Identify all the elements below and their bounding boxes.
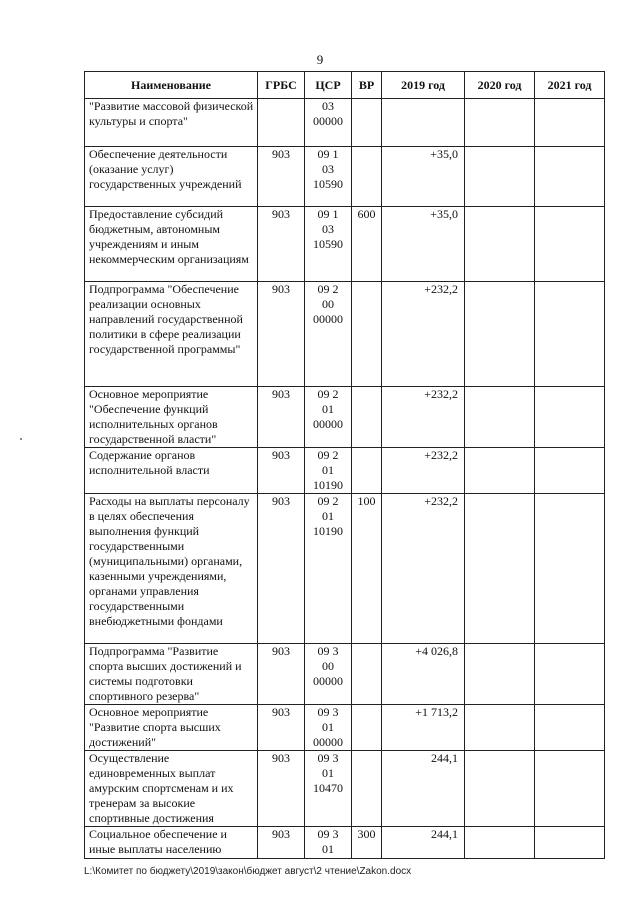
header-2019: 2019 год bbox=[382, 72, 465, 99]
row-vr bbox=[352, 448, 382, 494]
row-grbs: 903 bbox=[258, 387, 305, 448]
row-2020 bbox=[465, 644, 535, 705]
row-2021 bbox=[535, 751, 605, 827]
row-csr: 09 3 01 10470 bbox=[305, 751, 352, 827]
row-grbs: 903 bbox=[258, 751, 305, 827]
table-row bbox=[85, 99, 605, 147]
row-2021 bbox=[535, 147, 605, 207]
row-2020 bbox=[465, 147, 535, 207]
row-name: Социальное обеспечение и иные выплаты населению bbox=[85, 827, 258, 859]
row-2020 bbox=[465, 448, 535, 494]
row-2021 bbox=[535, 387, 605, 448]
table-row bbox=[85, 494, 605, 644]
row-grbs: 903 bbox=[258, 147, 305, 207]
row-csr: 09 3 00 00000 bbox=[305, 644, 352, 705]
table-header-row bbox=[85, 72, 605, 99]
scan-speck bbox=[20, 438, 22, 440]
row-vr bbox=[352, 644, 382, 705]
header-grbs: ГРБС bbox=[258, 72, 305, 99]
row-grbs bbox=[258, 99, 305, 147]
row-csr: 09 1 03 10590 bbox=[305, 147, 352, 207]
row-2021 bbox=[535, 448, 605, 494]
table-row bbox=[85, 705, 605, 751]
table-row bbox=[85, 448, 605, 494]
row-2019: +1 713,2 bbox=[382, 705, 465, 751]
row-name: Содержание органов исполнительной власти bbox=[85, 448, 258, 494]
row-2019: +232,2 bbox=[382, 387, 465, 448]
row-2020 bbox=[465, 494, 535, 644]
row-name: Расходы на выплаты персоналу в целях обеспечения выполнения функций государственными (муниципальными) органами, казенными учреждениями, органами управления государственными внебюджетными фондами bbox=[85, 494, 258, 644]
row-vr bbox=[352, 751, 382, 827]
table-row bbox=[85, 207, 605, 282]
row-2020 bbox=[465, 282, 535, 387]
row-grbs: 903 bbox=[258, 705, 305, 751]
row-csr: 09 3 01 00000 bbox=[305, 705, 352, 751]
row-name: Основное мероприятие "Обеспечение функций исполнительных органов государственной власти" bbox=[85, 387, 258, 448]
row-2019: 244,1 bbox=[382, 751, 465, 827]
header-name: Наименование bbox=[85, 72, 258, 99]
row-2021 bbox=[535, 282, 605, 387]
row-vr bbox=[352, 282, 382, 387]
header-2020: 2020 год bbox=[465, 72, 535, 99]
row-vr: 300 bbox=[352, 827, 382, 859]
page-number: 9 bbox=[316, 52, 324, 67]
row-2020 bbox=[465, 387, 535, 448]
row-csr: 09 2 01 00000 bbox=[305, 387, 352, 448]
row-2021 bbox=[535, 494, 605, 644]
row-2019: +232,2 bbox=[382, 448, 465, 494]
header-vr: ВР bbox=[352, 72, 382, 99]
row-name: Осуществление единовременных выплат амурским спортсменам и их тренерам за высокие спортивные достижения bbox=[85, 751, 258, 827]
row-2020 bbox=[465, 99, 535, 147]
row-name: Предоставление субсидий бюджетным, автономным учреждениям и иным некоммерческим организациям bbox=[85, 207, 258, 282]
row-2020 bbox=[465, 207, 535, 282]
header-csr: ЦСР bbox=[305, 72, 352, 99]
row-name: Подпрограмма "Развитие спорта высших достижений и системы подготовки спортивного резерва" bbox=[85, 644, 258, 705]
row-grbs: 903 bbox=[258, 494, 305, 644]
row-csr: 09 2 01 10190 bbox=[305, 494, 352, 644]
row-csr: 09 2 01 10190 bbox=[305, 448, 352, 494]
row-2021 bbox=[535, 207, 605, 282]
row-csr: 09 3 01 bbox=[305, 827, 352, 859]
row-vr bbox=[352, 705, 382, 751]
row-name: "Развитие массовой физической культуры и спорта" bbox=[85, 99, 258, 147]
row-vr bbox=[352, 99, 382, 147]
row-2019: 244,1 bbox=[382, 827, 465, 859]
row-2021 bbox=[535, 99, 605, 147]
row-2020 bbox=[465, 827, 535, 859]
table-row bbox=[85, 387, 605, 448]
row-grbs: 903 bbox=[258, 644, 305, 705]
row-name: Обеспечение деятельности (оказание услуг) государственных учреждений bbox=[85, 147, 258, 207]
header-2021: 2021 год bbox=[535, 72, 605, 99]
row-2021 bbox=[535, 644, 605, 705]
row-2019: +232,2 bbox=[382, 282, 465, 387]
row-2019: +4 026,8 bbox=[382, 644, 465, 705]
row-vr: 600 bbox=[352, 207, 382, 282]
row-name: Подпрограмма "Обеспечение реализации основных направлений государственной политики в сфере реализации государственной программы" bbox=[85, 282, 258, 387]
row-2021 bbox=[535, 705, 605, 751]
row-grbs: 903 bbox=[258, 448, 305, 494]
row-2021 bbox=[535, 827, 605, 859]
table-row bbox=[85, 751, 605, 827]
table-row bbox=[85, 147, 605, 207]
row-2019 bbox=[382, 99, 465, 147]
table-row bbox=[85, 827, 605, 859]
row-csr: 03 00000 bbox=[305, 99, 352, 147]
row-2020 bbox=[465, 705, 535, 751]
table-row bbox=[85, 644, 605, 705]
row-vr bbox=[352, 147, 382, 207]
table-row bbox=[85, 282, 605, 387]
row-vr bbox=[352, 387, 382, 448]
file-path-footer: L:\Комитет по бюджету\2019\закон\бюджет август\2 чтение\Zakon.docx bbox=[84, 866, 412, 877]
row-2019: +35,0 bbox=[382, 147, 465, 207]
row-grbs: 903 bbox=[258, 827, 305, 859]
row-grbs: 903 bbox=[258, 207, 305, 282]
row-2019: +232,2 bbox=[382, 494, 465, 644]
row-grbs: 903 bbox=[258, 282, 305, 387]
row-2019: +35,0 bbox=[382, 207, 465, 282]
budget-table bbox=[84, 71, 605, 859]
row-2020 bbox=[465, 751, 535, 827]
row-csr: 09 1 03 10590 bbox=[305, 207, 352, 282]
row-name: Основное мероприятие "Развитие спорта высших достижений" bbox=[85, 705, 258, 751]
row-csr: 09 2 00 00000 bbox=[305, 282, 352, 387]
row-vr: 100 bbox=[352, 494, 382, 644]
